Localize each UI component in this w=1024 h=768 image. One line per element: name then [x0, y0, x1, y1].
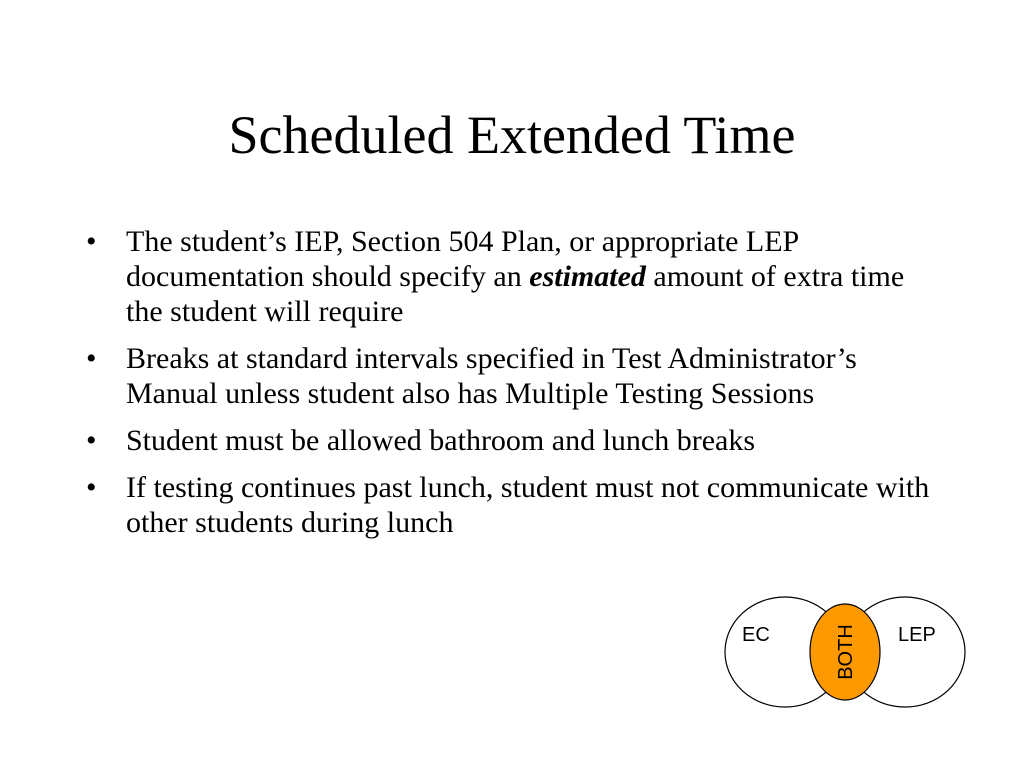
bullet-icon: • — [86, 225, 97, 258]
bullet-item-iep — [86, 224, 946, 329]
bullet-item-lunch — [86, 470, 946, 540]
bullet-text-part: The student’s IEP, Section 504 Plan, or appropriate LEP documentation should specify an — [126, 225, 799, 293]
bullet-item-bathroom — [86, 423, 946, 458]
venn-ec-label: EC — [742, 624, 770, 646]
bullet-text: Student must be allowed bathroom and lunch breaks — [126, 424, 756, 457]
bullet-text: Breaks at standard intervals specified in Test Administrator’s Manual unless student also has Multiple Testing Sessions — [126, 342, 857, 410]
bullet-icon: • — [86, 471, 97, 504]
venn-both-label: BOTH — [835, 624, 857, 680]
bullet-text: If testing continues past lunch, student must not communicate with other students during lunch — [126, 471, 930, 539]
slide-title: Scheduled Extended Time — [228, 105, 796, 165]
bullet-item-breaks — [86, 341, 946, 411]
bullet-list — [86, 224, 946, 552]
bullet-icon: • — [86, 342, 97, 375]
bullet-icon: • — [86, 424, 97, 457]
venn-lep-label: LEP — [898, 624, 936, 646]
bullet-emphasis-text: estimated — [529, 260, 646, 293]
bullet-text-part: amount of extra time the student will require — [126, 260, 905, 328]
venn-diagram — [722, 594, 968, 710]
